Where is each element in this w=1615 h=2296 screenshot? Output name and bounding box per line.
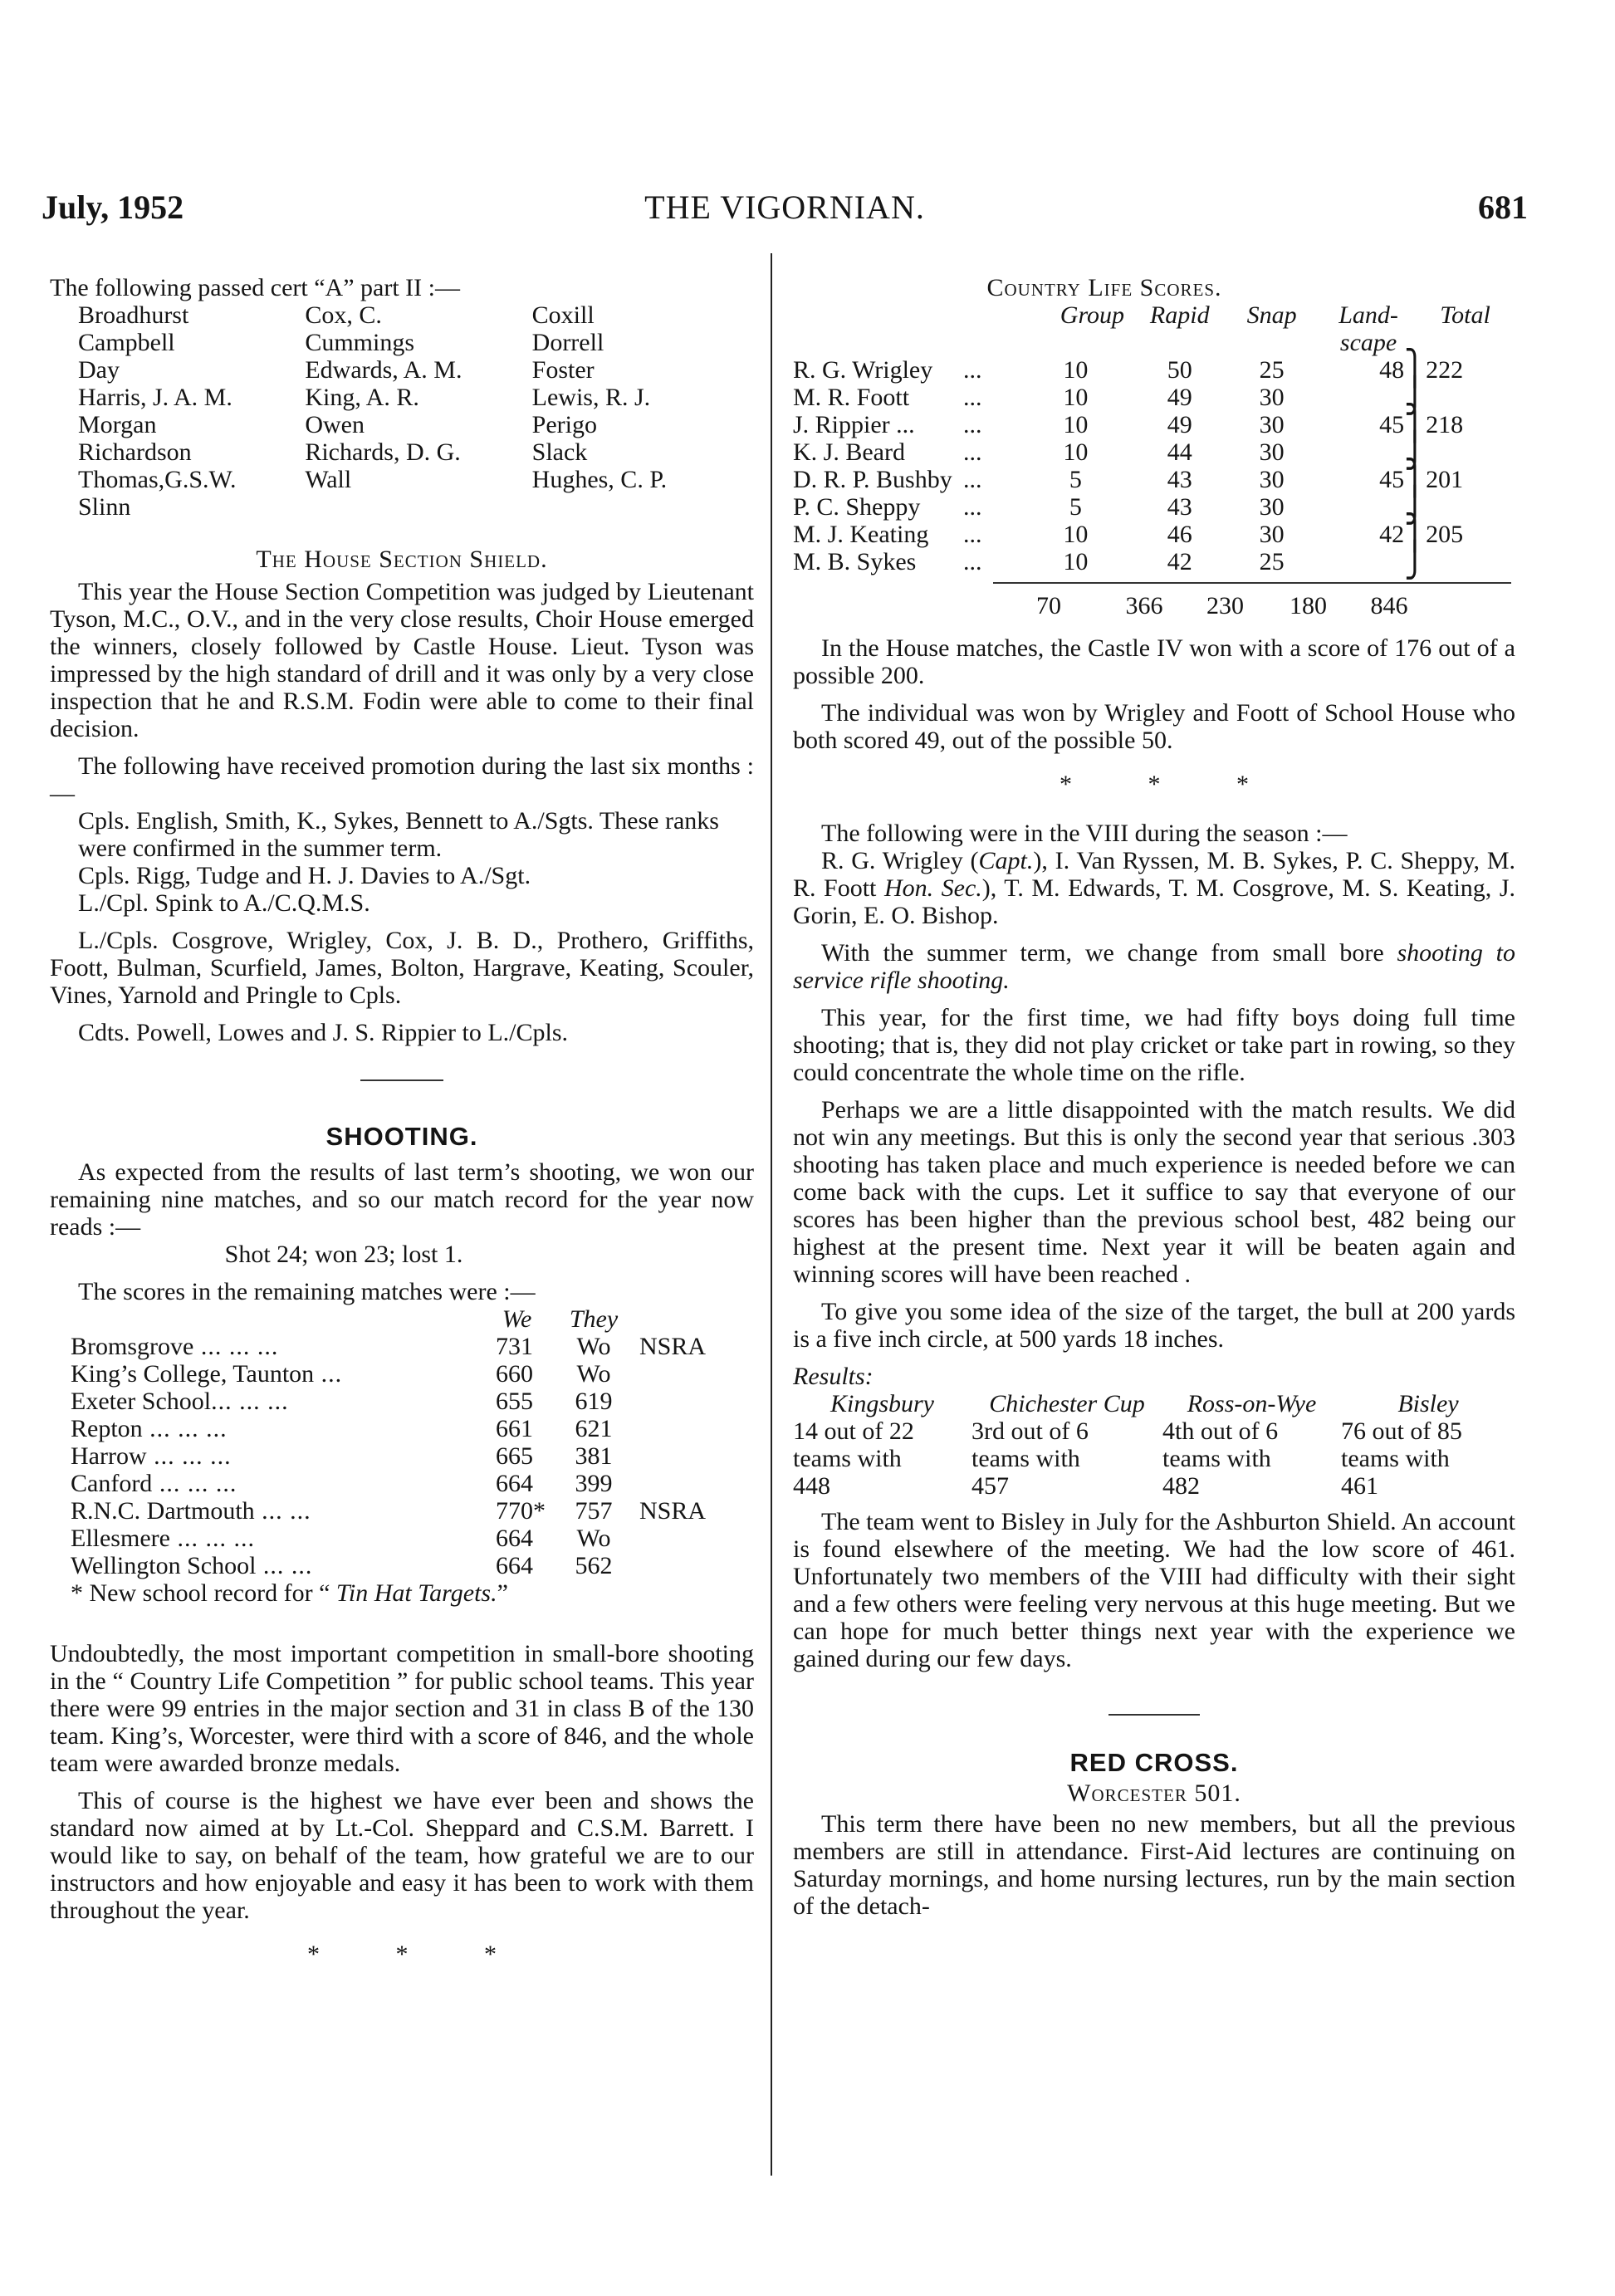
shooter-dots: ... <box>963 356 982 384</box>
match-row <box>71 1525 722 1552</box>
match-they: 621 <box>575 1415 613 1442</box>
col-landscape-1: Land- <box>1338 301 1398 329</box>
match-team: Ellesmere <box>71 1525 170 1552</box>
shooter-dots: ... <box>963 548 982 575</box>
score-snap: 30 <box>1259 466 1285 493</box>
cert-name: Campbell <box>78 329 175 356</box>
shooter-dots: ... <box>963 438 982 466</box>
cert-names-row <box>78 466 759 493</box>
score-rapid: 42 <box>1167 548 1192 575</box>
journal-title: THE VIGORNIAN. <box>644 188 925 226</box>
disappointed-paragraph: Perhaps we are a little disappointed with the match results. We did not win any meetings. But this is only the second year that serious .303 shooting has taken place and much experience is needed before we can come back with the cups. Let it suffice to say that everyone of our scores has been higher than the previous school best, 482 being our highest at the present time. Next year it will be beaten again and winning scores will have been reached . <box>793 1096 1515 1288</box>
shooter-name: K. J. Beard <box>793 438 905 466</box>
match-they: 562 <box>575 1552 613 1579</box>
cert-name: Coxill <box>531 301 595 329</box>
cert-name: Edwards, A. M. <box>305 356 462 384</box>
cert-name: Cox, C. <box>305 301 382 329</box>
brace-icon: ⎫ <box>1404 515 1426 552</box>
shooter-cell <box>793 548 1051 575</box>
country-life-paragraph: Undoubtedly, the most important competition in small-bore shooting in the “ Country Life Competition ” for public school teams. This year there were 99 entries in the major section and 31 in class B of the 130 team. King’s, Worcester, were third with a score of 846, and the whole team were awarded bronze medals. <box>50 1640 754 1777</box>
individual-paragraph: The individual was won by Wrigley and Foott of School House who both scored 49, out of the possible 50. <box>793 699 1515 754</box>
match-leader-dots: ... ... <box>254 1497 311 1525</box>
match-team: Repton <box>71 1415 143 1442</box>
match-team-cell <box>71 1333 486 1360</box>
match-we: 664 <box>496 1525 533 1552</box>
score-snap: 30 <box>1259 411 1285 438</box>
col-we: We <box>502 1305 532 1333</box>
promotion-intro: The following have received promotion during the last six months :— <box>50 752 754 807</box>
match-we: 655 <box>496 1388 533 1415</box>
promotion-sergeants: Cpls. English, Smith, K., Sykes, Bennett to A./Sgts. These ranks were confirmed in the summer term. <box>78 807 719 862</box>
score-snap: 30 <box>1259 521 1285 548</box>
score-group: 10 <box>1063 384 1089 411</box>
match-leader-dots: ... <box>314 1360 343 1388</box>
match-row <box>71 1415 722 1442</box>
match-note <box>639 1470 722 1497</box>
result-line2: teams with <box>1341 1445 1450 1472</box>
match-team-cell <box>71 1360 486 1388</box>
result-event: Ross-on-Wye <box>1187 1390 1317 1417</box>
match-row <box>71 1388 722 1415</box>
match-leader-dots: ... ... ... <box>193 1333 279 1360</box>
running-head <box>42 183 1528 233</box>
cert-names-row <box>78 329 759 356</box>
result-event: Chichester Cup <box>989 1390 1145 1417</box>
result-line2: teams with <box>971 1445 1080 1472</box>
score-landscape: 48 <box>1379 356 1405 384</box>
viii-part-c: ), T. M. Edwards, T. M. Cosgrove, M. S. Keating, J. Gorin, E. O. Bishop. <box>793 874 1515 929</box>
score-snap: 30 <box>1259 493 1285 521</box>
cert-name <box>532 493 759 521</box>
shooter-name: D. R. P. Bushby <box>793 466 952 493</box>
match-leader-dots: ... ... ... <box>169 1525 255 1552</box>
total-landscape: 180 <box>1290 592 1327 619</box>
match-note <box>639 1442 722 1470</box>
cert-name: Thomas,G.S.W. <box>78 466 237 493</box>
cert-names-row <box>78 493 759 521</box>
section-stars: * * * <box>307 1941 531 1968</box>
match-they: Wo <box>576 1333 611 1360</box>
result-line1: 76 out of 85 <box>1341 1417 1462 1445</box>
cert-name: Wall <box>305 466 352 493</box>
summer-part-b: shooting to service rifle shooting. <box>793 939 1515 994</box>
score-total <box>1419 548 1511 575</box>
house-section-paragraph: This year the House Section Competition was judged by Lieutenant Tyson, M.C., O.V., and in the very close results, Choir House emerged the winners, closely followed by Castle House. Lieut. Tyson was impressed by the high standard of drill and it was only by a very close inspection that he and R.S.M. Fodin were able to come to their final decision. <box>50 578 754 742</box>
shooter-dots: ... <box>963 384 982 411</box>
score-group: 10 <box>1063 521 1089 548</box>
score-total: 222 <box>1426 356 1464 384</box>
shooter-dots: ... <box>963 411 982 438</box>
score-rapid: 49 <box>1167 384 1192 411</box>
score-total <box>1419 438 1511 466</box>
match-we: 731 <box>496 1333 533 1360</box>
col-group: Group <box>1060 301 1125 329</box>
score-row <box>793 548 1511 575</box>
match-note <box>639 1552 722 1579</box>
match-note: NSRA <box>639 1497 707 1525</box>
cert-name: Harris, J. A. M. <box>78 384 232 411</box>
score-landscape: 42 <box>1379 521 1405 548</box>
record-note-suffix: ” <box>497 1579 508 1607</box>
cert-name: Hughes, C. P. <box>531 466 668 493</box>
score-total: 205 <box>1426 521 1464 548</box>
results-label: Results: <box>793 1363 874 1390</box>
match-they: Wo <box>576 1525 611 1552</box>
result-line1: 14 out of 22 <box>793 1417 914 1445</box>
match-they: 381 <box>575 1442 613 1470</box>
viii-capt: Capt. <box>978 847 1034 874</box>
summer-part-a: With the summer term, we change from small bore <box>821 939 1397 967</box>
score-snap: 25 <box>1259 548 1285 575</box>
score-landscape: 45 <box>1379 411 1405 438</box>
cert-name: Day <box>78 356 120 384</box>
cert-names-row <box>78 356 759 384</box>
match-note <box>639 1388 722 1415</box>
cert-name: Slinn <box>78 493 131 521</box>
score-total: 201 <box>1426 466 1464 493</box>
match-row <box>71 1360 722 1388</box>
shooter-name: P. C. Sheppy <box>793 493 921 521</box>
score-landscape: 45 <box>1379 466 1405 493</box>
match-leader-dots: ... ... ... <box>211 1388 289 1415</box>
score-total <box>1419 384 1511 411</box>
cert-name: Richards, D. G. <box>305 438 461 466</box>
match-team-cell <box>71 1388 486 1415</box>
house-matches-paragraph: In the House matches, the Castle IV won with a score of 176 out of a possible 200. <box>793 634 1515 689</box>
brace-icon: ⎭ <box>1404 378 1426 415</box>
promotion-lcpls: Cdts. Powell, Lowes and J. S. Rippier to L./Cpls. <box>78 1019 569 1046</box>
total-rapid: 366 <box>1125 592 1163 619</box>
match-team-cell <box>71 1497 486 1525</box>
viii-part-a: R. G. Wrigley ( <box>821 847 979 874</box>
section-rule <box>360 1079 443 1081</box>
totals-cell <box>1036 575 1512 619</box>
result-line3: 457 <box>971 1472 1009 1500</box>
left-column <box>50 274 754 1990</box>
score-total: 218 <box>1426 411 1464 438</box>
match-scores-table <box>71 1305 722 1579</box>
score-group: 10 <box>1063 411 1089 438</box>
score-snap: 30 <box>1259 384 1285 411</box>
cert-intro: The following passed cert “A” part II :— <box>50 274 460 301</box>
viii-part-b: ), I. Van Ryssen, M. B. Sykes, P. C. Sheppy, M. R. Foott <box>793 847 1515 902</box>
shooter-name: M. B. Sykes <box>793 548 917 575</box>
match-row <box>71 1442 722 1470</box>
shooting-heading: SHOOTING. <box>325 1122 478 1151</box>
score-snap: 25 <box>1259 356 1285 384</box>
match-we: 664 <box>496 1470 533 1497</box>
brace-icon: ⎭ <box>1404 487 1426 525</box>
shooter-cell <box>793 521 1051 548</box>
country-life-scores-heading: Country Life Scores. <box>986 274 1222 301</box>
cert-name <box>305 493 531 521</box>
bisley-paragraph: The team went to Bisley in July for the Ashburton Shield. An account is found elsewhere of the meeting. We had the low score of 461. Unfortunately two members of the VIII had difficulty with their sight and a few others were feeling very nervous at this huge meeting. But we can hope for much better things next year with the experience we gained during our few days. <box>793 1508 1515 1672</box>
score-group: 10 <box>1063 438 1089 466</box>
col-they: They <box>569 1305 619 1333</box>
match-team: Wellington School <box>71 1552 257 1579</box>
match-row <box>71 1470 722 1497</box>
cert-names-row <box>78 411 759 438</box>
col-rapid: Rapid <box>1149 301 1210 329</box>
red-cross-paragraph: This term there have been no new members, but all the previous members are still in attendance. First-Aid lectures are continuing on Saturday mornings, and home nursing lectures, run by the main section of the detach- <box>793 1810 1515 1920</box>
brace-icon: ⎭ <box>1404 433 1426 470</box>
section-rule-right <box>1108 1714 1200 1716</box>
viii-hon-sec: Hon. Sec. <box>883 874 982 902</box>
match-team: Canford <box>71 1470 153 1497</box>
score-rapid: 43 <box>1167 493 1192 521</box>
score-group: 10 <box>1063 548 1089 575</box>
score-group: 5 <box>1069 466 1082 493</box>
match-team: King’s College, Taunton <box>71 1360 315 1388</box>
match-note <box>639 1360 722 1388</box>
match-team-cell <box>71 1415 486 1442</box>
cert-name: Morgan <box>78 411 157 438</box>
result-line1: 4th out of 6 <box>1162 1417 1279 1445</box>
issue-date: July, 1952 <box>42 188 184 226</box>
match-they: 757 <box>575 1497 613 1525</box>
col-snap: Snap <box>1246 301 1297 329</box>
record-note <box>71 1579 754 1607</box>
match-we: 665 <box>496 1442 533 1470</box>
total-snap: 230 <box>1206 592 1244 619</box>
cert-name: Slack <box>531 438 588 466</box>
score-rapid: 43 <box>1167 466 1192 493</box>
match-row <box>71 1497 722 1525</box>
brace-icon: ⎫ <box>1404 405 1426 443</box>
shooter-cell <box>793 493 1051 521</box>
score-total <box>1419 493 1511 521</box>
record-note-prefix: * New school record for “ <box>71 1579 336 1607</box>
right-column <box>793 274 1515 1930</box>
score-snap: 30 <box>1259 438 1285 466</box>
page-number: 681 <box>1478 188 1528 226</box>
shooter-name: J. Rippier ... <box>793 411 915 438</box>
house-section-heading: The House Section Shield. <box>256 546 548 573</box>
match-leader-dots: ... ... ... <box>152 1470 237 1497</box>
promotion-cqms: L./Cpl. Spink to A./C.Q.M.S. <box>78 889 370 917</box>
match-note <box>639 1415 722 1442</box>
shooter-name: M. J. Keating <box>793 521 929 548</box>
shooter-cell <box>793 438 1051 466</box>
result-line3: 448 <box>793 1472 830 1500</box>
shooter-cell <box>793 384 1051 411</box>
cert-names-row <box>78 301 759 329</box>
match-they: 619 <box>575 1388 613 1415</box>
cert-name: Perigo <box>531 411 597 438</box>
shooting-paragraph: As expected from the results of last term’s shooting, we won our remaining nine matches, and so our match record for the year now reads :— <box>50 1158 754 1241</box>
match-record: Shot 24; won 23; lost 1. <box>224 1241 463 1268</box>
match-row <box>71 1333 722 1360</box>
shooter-cell <box>793 411 1051 438</box>
brace-icon: ⎫ <box>1404 460 1426 497</box>
section-stars-right: * * * <box>1060 771 1284 798</box>
score-rapid: 49 <box>1167 411 1192 438</box>
summer-paragraph <box>793 939 1515 994</box>
cert-name: Foster <box>531 356 595 384</box>
shooter-cell <box>793 356 1051 384</box>
scores-intro: The scores in the remaining matches were :— <box>78 1278 536 1305</box>
red-cross-subheading: Worcester 501. <box>1067 1780 1241 1807</box>
record-note-italic: Tin Hat Targets. <box>335 1579 497 1607</box>
cert-name: Richardson <box>78 438 192 466</box>
viii-members <box>793 847 1515 929</box>
shooter-dots: ... <box>963 521 982 548</box>
match-row <box>71 1552 722 1579</box>
match-note <box>639 1525 722 1552</box>
score-rapid: 50 <box>1167 356 1192 384</box>
shooter-dots: ... <box>963 493 982 521</box>
highest-paragraph: This of course is the highest we have ever been and shows the standard now aimed at by Lt.-Col. Sheppard and C.S.M. Barrett. I would like to say, on behalf of the team, how grateful we are to our instructors and how enjoyable and easy it has been to work with them throughout the year. <box>50 1787 754 1924</box>
match-team-cell <box>71 1470 486 1497</box>
brace-icon: ⎫ <box>1404 350 1426 388</box>
promotion-cpls: L./Cpls. Cosgrove, Wrigley, Cox, J. B. D., Prothero, Griffiths, Foott, Bulman, Scurfield, James, Bolton, Hargrave, Keating, Scouler, Vines, Yarnold and Pringle to Cpls. <box>50 927 754 1009</box>
score-landscape-cell <box>1318 542 1426 580</box>
score-group: 5 <box>1069 493 1082 521</box>
match-team-cell <box>71 1442 486 1470</box>
result-line2: teams with <box>793 1445 902 1472</box>
shooter-name: R. G. Wrigley <box>793 356 933 384</box>
shooter-dots: ... <box>963 466 982 493</box>
results-grid <box>793 1390 1515 1500</box>
match-note: NSRA <box>639 1333 707 1360</box>
score-rapid: 44 <box>1167 438 1192 466</box>
match-leader-dots: ... ... <box>256 1552 313 1579</box>
score-group: 10 <box>1063 356 1089 384</box>
col-total: Total <box>1440 301 1490 329</box>
match-we: 660 <box>496 1360 533 1388</box>
result-line1: 3rd out of 6 <box>971 1417 1089 1445</box>
result-event: Kingsbury <box>830 1390 934 1417</box>
match-team: Exeter School <box>71 1388 212 1415</box>
score-rapid: 46 <box>1167 521 1192 548</box>
country-life-scores-table <box>793 301 1511 619</box>
shooter-name: M. R. Foott <box>793 384 910 411</box>
cert-name: Cummings <box>305 329 415 356</box>
match-we: 770* <box>496 1497 546 1525</box>
column-divider <box>771 253 772 2176</box>
result-line3: 461 <box>1341 1472 1378 1500</box>
match-we: 664 <box>496 1552 533 1579</box>
cert-name: Dorrell <box>531 329 604 356</box>
promotion-sgt: Cpls. Rigg, Tudge and H. J. Davies to A./Sgt. <box>78 862 531 889</box>
shooter-cell <box>793 466 1051 493</box>
match-leader-dots: ... ... ... <box>142 1415 228 1442</box>
red-cross-heading: RED CROSS. <box>1069 1748 1239 1777</box>
match-team-cell <box>71 1552 486 1579</box>
cert-names-table <box>78 301 759 521</box>
result-line3: 482 <box>1162 1472 1200 1500</box>
cert-names-row <box>78 438 759 466</box>
match-team-cell <box>71 1525 486 1552</box>
result-event: Bisley <box>1397 1390 1459 1417</box>
match-team: Bromsgrove <box>71 1333 194 1360</box>
brace-icon: ⎭ <box>1404 542 1426 580</box>
match-team: Harrow <box>71 1442 147 1470</box>
match-team: R.N.C. Dartmouth <box>71 1497 255 1525</box>
cert-name: Owen <box>305 411 365 438</box>
cert-names-row <box>78 384 759 411</box>
col-landscape <box>1318 301 1419 356</box>
viii-intro: The following were in the VIII during the season :— <box>821 820 1348 847</box>
target-paragraph: To give you some idea of the size of the target, the bull at 200 yards is a five inch circle, at 500 yards 18 inches. <box>793 1298 1515 1353</box>
match-they: Wo <box>576 1360 611 1388</box>
cert-name: Broadhurst <box>78 301 189 329</box>
cert-name: King, A. R. <box>305 384 419 411</box>
col-landscape-2: scape <box>1339 329 1397 356</box>
total-total: 846 <box>1370 592 1408 619</box>
match-they: 399 <box>575 1470 613 1497</box>
match-we: 661 <box>496 1415 533 1442</box>
fifty-boys-paragraph: This year, for the first time, we had fifty boys doing full time shooting; that is, they did not play cricket or take part in rowing, so they could concentrate the whole time on the rifle. <box>793 1004 1515 1086</box>
total-group: 70 <box>1036 592 1061 619</box>
result-line2: teams with <box>1162 1445 1271 1472</box>
cert-name: Lewis, R. J. <box>531 384 651 411</box>
match-leader-dots: ... ... ... <box>146 1442 232 1470</box>
